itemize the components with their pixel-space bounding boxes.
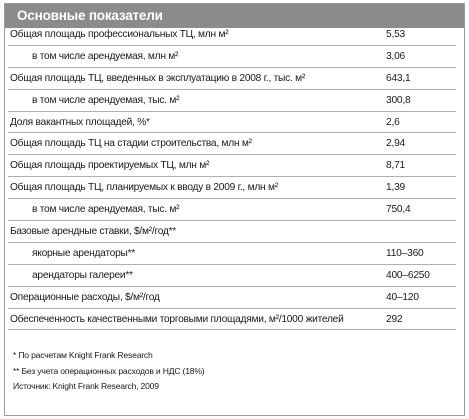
row-value: 40–120 xyxy=(378,286,456,308)
row-value: 292 xyxy=(378,308,456,330)
footnotes xyxy=(13,348,204,395)
table-row xyxy=(8,177,456,199)
row-label: Обеспеченность качественными торговыми площадями, м²/1000 жителей xyxy=(8,308,378,330)
row-value: 643,1 xyxy=(378,67,456,89)
footnote: ** Без учета операционных расходов и НДС (18%) xyxy=(13,365,205,376)
panel-title: Основные показатели xyxy=(5,4,464,28)
row-sublabel: в том числе арендуемая, тыс. м² xyxy=(8,199,378,221)
table-row xyxy=(8,45,456,67)
table-row xyxy=(8,286,456,308)
row-label: Общая площадь проектируемых ТЦ, млн м² xyxy=(8,155,378,177)
row-value: 2,6 xyxy=(378,111,456,133)
table-row xyxy=(8,111,456,133)
row-value: 1,39 xyxy=(378,177,456,199)
row-label: Доля вакантных площадей, %* xyxy=(8,111,378,133)
table-row xyxy=(8,221,456,243)
table-row xyxy=(8,199,456,221)
row-value: 300,8 xyxy=(378,89,456,111)
row-value: 3,06 xyxy=(378,45,456,67)
row-value: 5,53 xyxy=(378,24,456,45)
row-sublabel: в том числе арендуемая, тыс. м² xyxy=(8,89,378,111)
row-value: 110–360 xyxy=(378,242,456,264)
row-sublabel: в том числе арендуемая, млн м² xyxy=(8,45,378,67)
row-value: 750,4 xyxy=(378,199,456,221)
table-row xyxy=(8,242,456,264)
footnote: * По расчетам Knight Frank Research xyxy=(13,350,153,360)
row-label: Общая площадь ТЦ, введенных в эксплуатацию в 2008 г., тыс. м² xyxy=(8,67,378,89)
footnote-source: Источник: Knight Frank Research, 2009 xyxy=(13,381,159,391)
table-row xyxy=(8,264,456,286)
row-value xyxy=(378,221,456,243)
row-sublabel: якорные арендаторы** xyxy=(8,242,378,264)
row-label: Общая площадь ТЦ, планируемых к вводу в 2009 г., млн м² xyxy=(8,177,378,199)
row-label: Базовые арендные ставки, $/м²/год** xyxy=(8,221,378,243)
table-row xyxy=(8,308,456,330)
stats-table xyxy=(8,24,456,330)
row-label: Операционные расходы, $/м²/год xyxy=(8,286,378,308)
row-label: Общая площадь ТЦ на стадии строительства, млн м² xyxy=(8,133,378,155)
table-row xyxy=(8,89,456,111)
table-row xyxy=(8,67,456,89)
table-row xyxy=(8,24,456,45)
table-row xyxy=(8,155,456,177)
table-row xyxy=(8,133,456,155)
row-value: 8,71 xyxy=(378,155,456,177)
row-label: Общая площадь профессиональных ТЦ, млн м² xyxy=(8,24,378,45)
row-sublabel: арендаторы галереи** xyxy=(8,264,378,286)
row-value: 2,94 xyxy=(378,133,456,155)
row-value: 400–6250 xyxy=(378,264,456,286)
